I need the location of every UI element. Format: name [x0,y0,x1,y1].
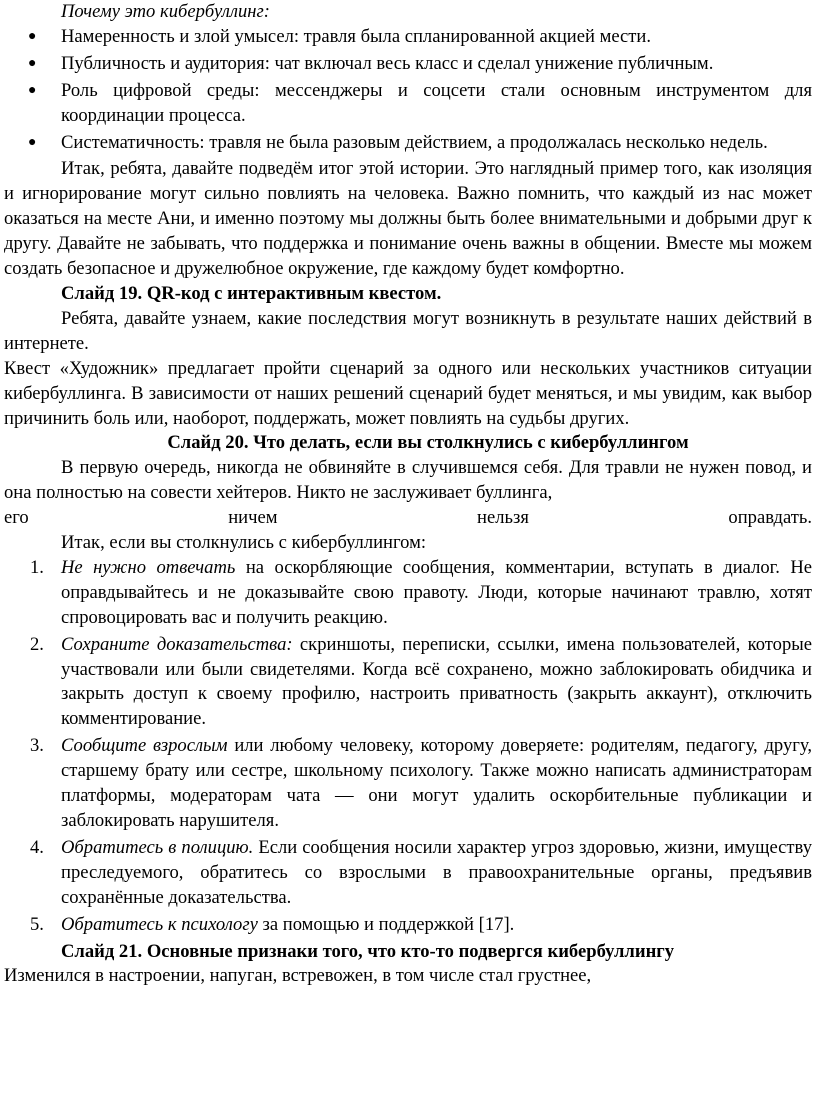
list-item [4,913,812,938]
item-emphasis: Обратитесь к психологу [61,913,258,935]
item-text: Если сообщения носили характер угроз здоровью, жизни, имуществу преследуемого, обратитесь со взрослыми в правоохранительные органы, предъявив сохранённые доказательства. [61,836,812,908]
slide21-paragraph-1: Изменился в настроении, напуган, встревожен, в том числе стал грустнее, [4,965,592,987]
slide20-paragraph-1-last-line: его ничем нельзя оправдать. [4,507,812,529]
item-emphasis: Сохраните доказательства: [61,633,293,655]
list-item [4,633,812,733]
list-item [4,836,812,911]
item-number: 1. [30,556,44,578]
bullet-text: Роль цифровой среды: мессенджеры и соцсети стали основным инструментом для координации процесса. [61,79,812,126]
bullet-text: Публичность и аудитория: чат включал весь класс и сделал унижение публичным. [61,52,714,74]
bullet-text: Систематичность: травля не была разовым действием, а продолжалась несколько недель. [61,131,768,153]
bullet-icon: ● [28,82,37,98]
item-text: за помощью и поддержкой [17]. [257,913,515,935]
list-item [4,52,812,77]
bullet-icon: ● [28,28,37,44]
text-column [4,0,812,989]
slide20-heading: Слайд 20. Что делать, если вы столкнулись с кибербуллингом [167,432,689,454]
list-item [4,131,812,156]
bullet-text: Намеренность и злой умысел: травля была спланированной акцией мести. [61,25,652,47]
list-item [4,79,812,129]
item-number: 2. [30,633,44,655]
item-text: или любому человеку, которому доверяете: родителям, педагогу, другу, старшему брату или сестре, школьному психологу. Также можно написать администраторам платформы, модераторам чата — они могут удалить оскорбительные публикации и заблокировать нарушителя. [61,735,812,831]
item-emphasis: Обратитесь в полицию. [61,836,254,858]
item-number: 4. [30,836,44,858]
list-item [4,25,812,50]
list-item [4,734,812,834]
intro-italic: Почему это кибербуллинг: [61,1,270,22]
slide19-heading: Слайд 19. QR-код с интерактивным квестом. [61,282,442,304]
item-text: на оскорбляющие сообщения, комментарии, вступать в диалог. Не оправдывайтесь и не доказывайте свою правоту. Люди, которые начинают травлю, хотят спровоцировать вас и получить реакцию. [61,556,812,628]
item-emphasis: Сообщите взрослым [61,735,228,757]
bullet-list [4,25,812,156]
slide19-paragraph-2: Квест «Художник» предлагает пройти сценарий за одного или нескольких участников ситуации кибербуллинга. В зависимости от наших решений сценарий будет меняться, и мы увидим, как выбор причинить боль или, наоборот, поддержать, может повлиять на судьбы других. [4,357,812,429]
slide19-paragraph-1: Ребята, давайте узнаем, какие последствия могут возникнуть в результате наших действий в интернете. [4,307,812,354]
summary-paragraph: Итак, ребята, давайте подведём итог этой истории. Это наглядный пример того, как изоляция и игнорирование могут сильно повлиять на человека. Важно помнить, что каждый из нас может оказаться на месте Ани, и именно поэтому мы должны быть более внимательными и добрыми друг к другу. Давайте не забывать, что поддержка и понимание очень важны в общении. Вместе мы можем создать безопасное и дружелюбное окружение, где каждому будет комфортно. [4,158,812,280]
slide20-paragraph-2: Итак, если вы столкнулись с кибербуллингом: [61,532,427,554]
item-emphasis: Не нужно отвечать [61,556,236,578]
item-number: 5. [30,913,44,935]
list-item [4,556,812,631]
item-number: 3. [30,735,44,757]
slide21-heading: Слайд 21. Основные признаки того, что кто-то подвергся кибербуллингу [61,940,675,962]
bullet-icon: ● [28,55,37,71]
bullet-icon: ● [28,134,37,150]
item-text: скриншоты, переписки, ссылки, имена пользователей, которые участвовали или были свидетелями. Когда всё сохранено, можно заблокировать обидчика и закрыть доступ к своему профилю, настроить приватность (закрыть аккаунт), отключить комментирование. [61,633,812,730]
numbered-list [4,556,812,938]
slide20-paragraph-1: В первую очередь, никогда не обвиняйте в случившемся себя. Для травли не нужен повод, и она полностью на совести хейтеров. Никто не заслуживает буллинга, [4,457,812,504]
